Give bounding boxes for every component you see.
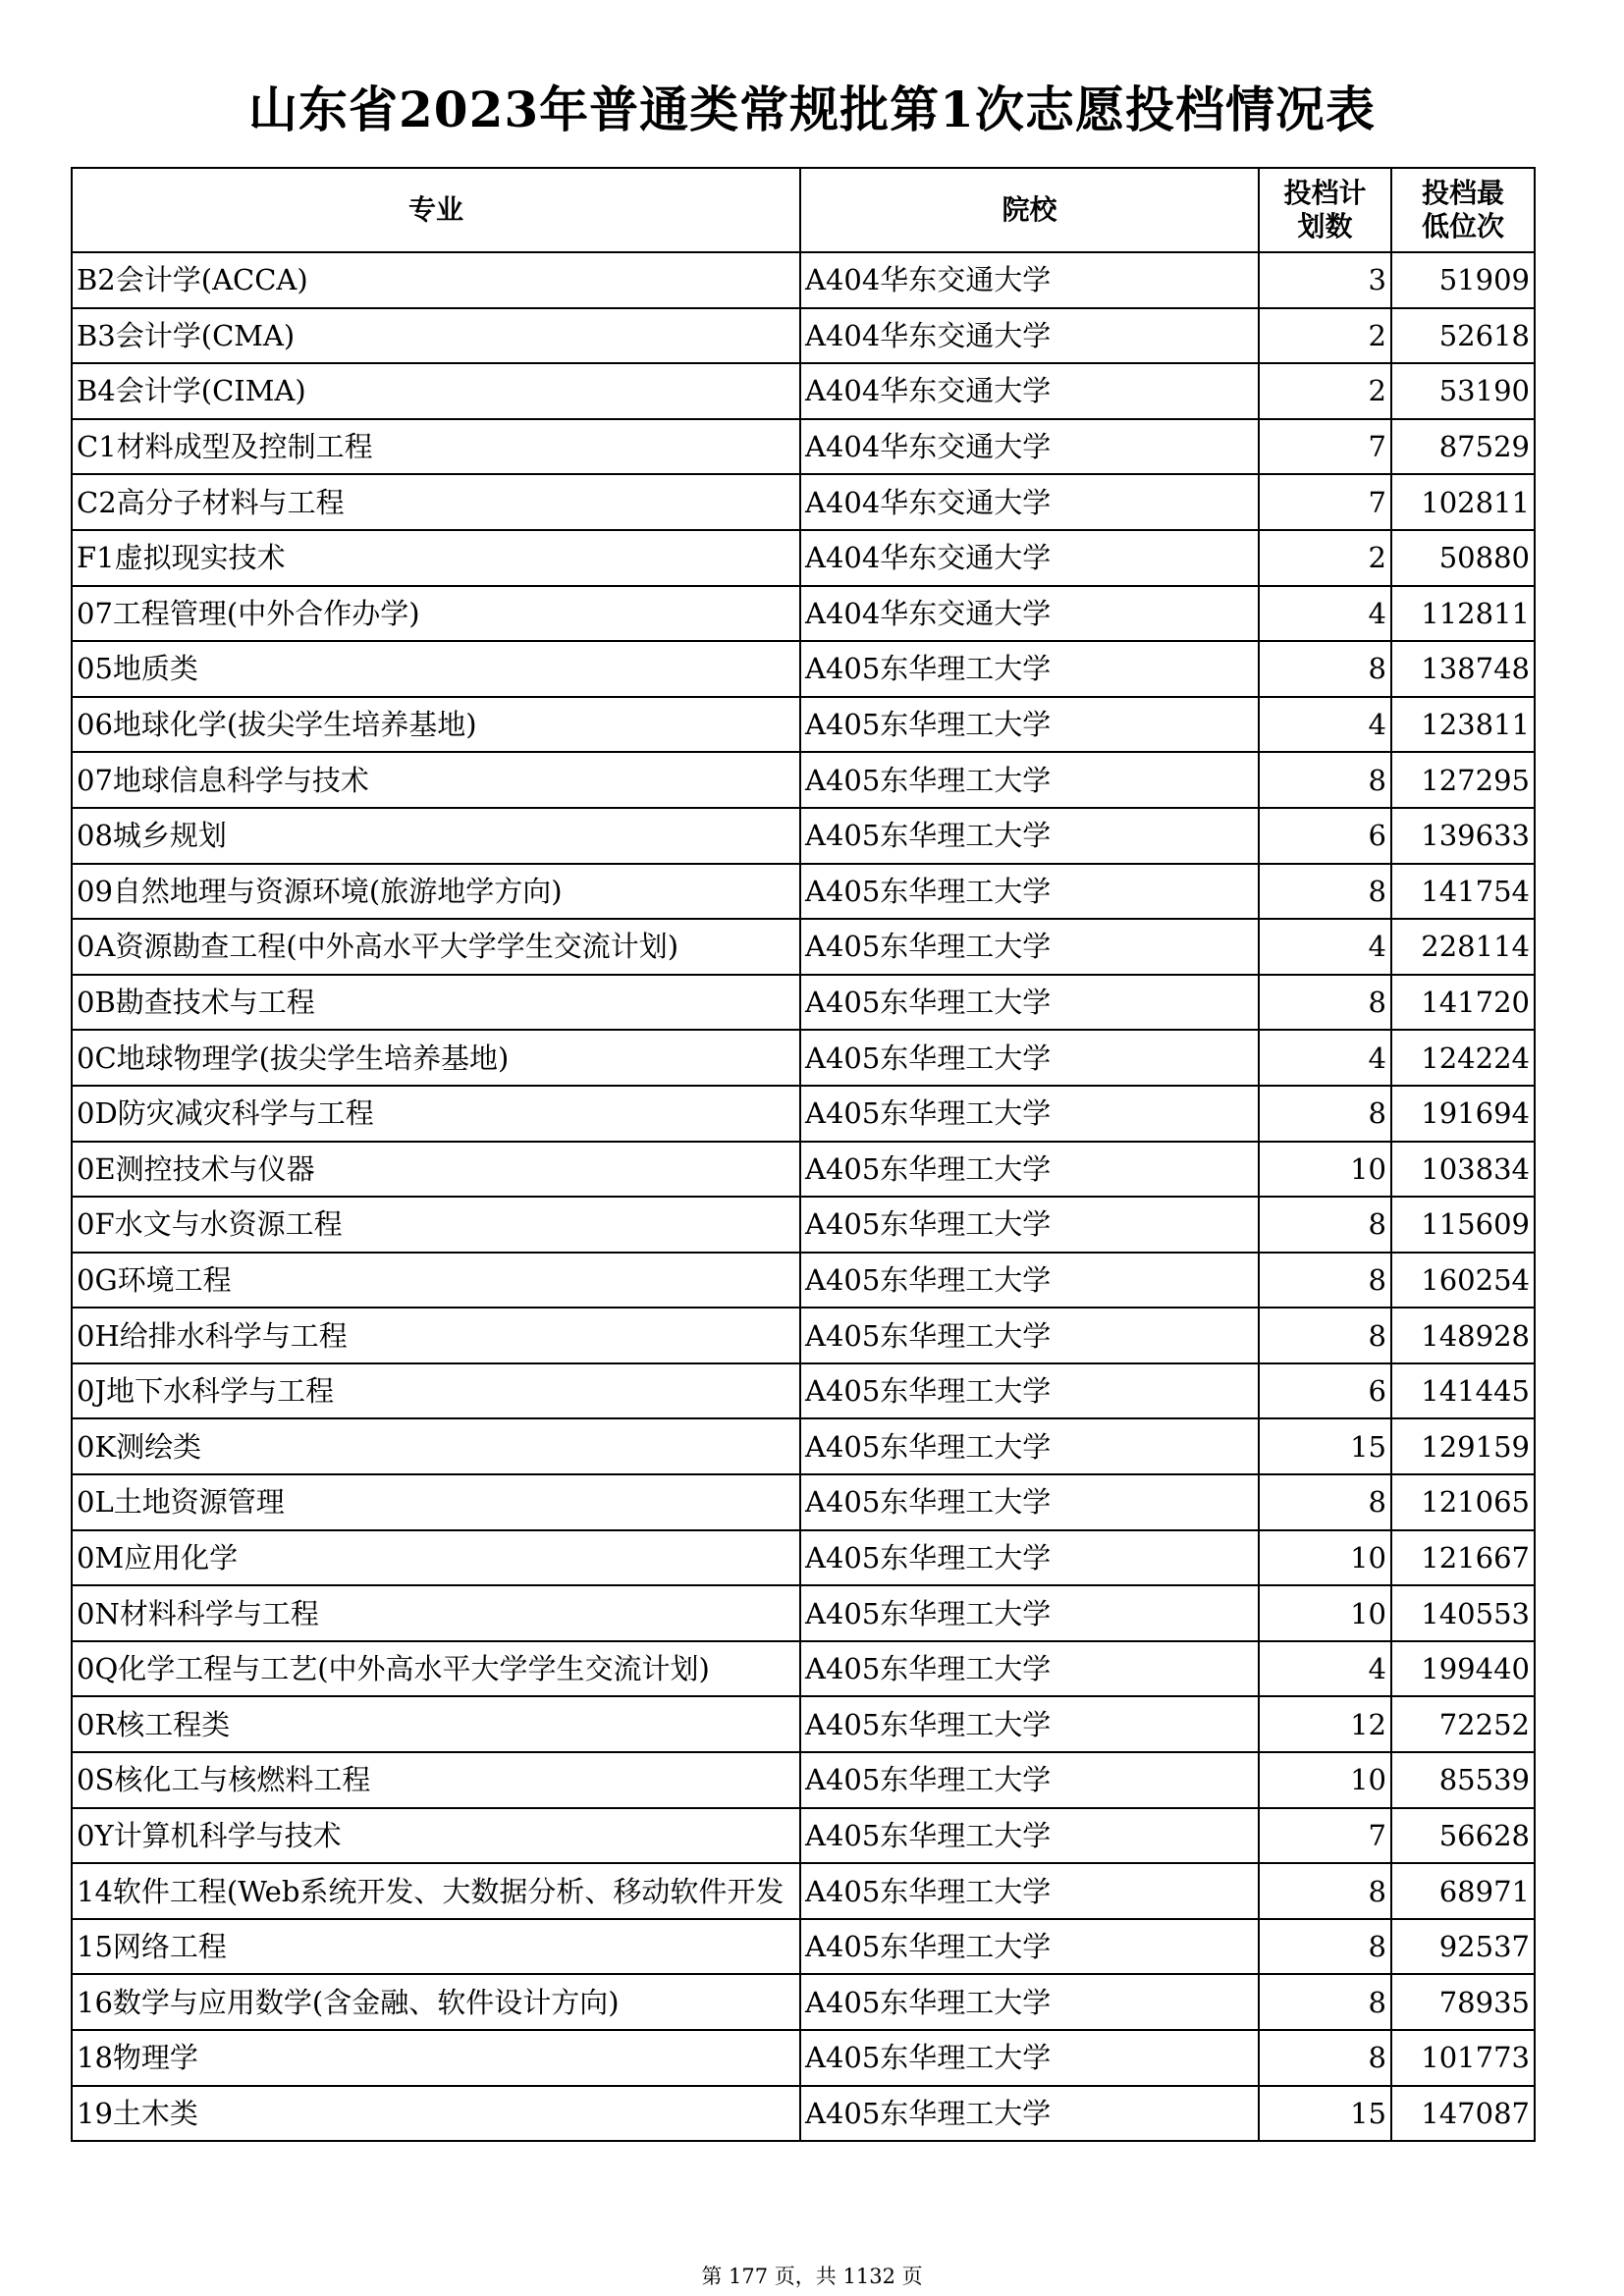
cell-plan: 10: [1259, 1530, 1391, 1586]
cell-rank: 121667: [1391, 1530, 1535, 1586]
cell-major: 0C地球物理学(拔尖学生培养基地): [72, 1030, 800, 1086]
cell-school: A405东华理工大学: [800, 864, 1259, 920]
table-row: [72, 1808, 1535, 1864]
cell-plan: 4: [1259, 1030, 1391, 1086]
table-row: [72, 1919, 1535, 1975]
cell-school: A404华东交通大学: [800, 530, 1259, 586]
table-row: [72, 1197, 1535, 1253]
cell-major: C1材料成型及控制工程: [72, 419, 800, 475]
cell-school: A405东华理工大学: [800, 1530, 1259, 1586]
cell-rank: 92537: [1391, 1919, 1535, 1975]
cell-major: 0K测绘类: [72, 1418, 800, 1474]
table-row: [72, 1142, 1535, 1198]
cell-school: A405东华理工大学: [800, 1919, 1259, 1975]
cell-major: 09自然地理与资源环境(旅游地学方向): [72, 864, 800, 920]
cell-major: 0F水文与水资源工程: [72, 1197, 800, 1253]
cell-school: A405东华理工大学: [800, 1308, 1259, 1363]
cell-major: 05地质类: [72, 641, 800, 697]
cell-major: 0S核化工与核燃料工程: [72, 1752, 800, 1808]
cell-rank: 56628: [1391, 1808, 1535, 1864]
cell-plan: 8: [1259, 1253, 1391, 1308]
cell-plan: 2: [1259, 530, 1391, 586]
cell-plan: 15: [1259, 2086, 1391, 2142]
page-footer: 第 177 页，共 1132 页: [701, 2265, 923, 2288]
table-row: [72, 2030, 1535, 2086]
cell-rank: 199440: [1391, 1641, 1535, 1697]
cell-school: A404华东交通大学: [800, 419, 1259, 475]
table-row: [72, 419, 1535, 475]
cell-rank: 102811: [1391, 474, 1535, 530]
cell-school: A405东华理工大学: [800, 975, 1259, 1031]
cell-major: 0L土地资源管理: [72, 1474, 800, 1530]
table-row: [72, 1030, 1535, 1086]
table-row: [72, 1863, 1535, 1919]
cell-plan: 7: [1259, 1808, 1391, 1864]
table-row: [72, 1752, 1535, 1808]
cell-major: 16数学与应用数学(含金融、软件设计方向): [72, 1974, 800, 2030]
cell-rank: 101773: [1391, 2030, 1535, 2086]
cell-major: 0R核工程类: [72, 1696, 800, 1752]
cell-rank: 87529: [1391, 419, 1535, 475]
cell-major: 07地球信息科学与技术: [72, 752, 800, 808]
table-row: [72, 2086, 1535, 2142]
cell-school: A405东华理工大学: [800, 1363, 1259, 1419]
cell-rank: 127295: [1391, 752, 1535, 808]
cell-rank: 228114: [1391, 919, 1535, 975]
cell-major: C2高分子材料与工程: [72, 474, 800, 530]
cell-rank: 148928: [1391, 1308, 1535, 1363]
cell-rank: 85539: [1391, 1752, 1535, 1808]
cell-school: A404华东交通大学: [800, 252, 1259, 308]
table-row: [72, 808, 1535, 864]
cell-plan: 8: [1259, 1919, 1391, 1975]
cell-school: A405东华理工大学: [800, 1474, 1259, 1530]
cell-rank: 140553: [1391, 1585, 1535, 1641]
cell-school: A405东华理工大学: [800, 1418, 1259, 1474]
cell-major: 0M应用化学: [72, 1530, 800, 1586]
table-row: [72, 1086, 1535, 1142]
cell-rank: 139633: [1391, 808, 1535, 864]
table-row: [72, 919, 1535, 975]
cell-rank: 78935: [1391, 1974, 1535, 2030]
table-row: [72, 1363, 1535, 1419]
cell-rank: 138748: [1391, 641, 1535, 697]
cell-major: 14软件工程(Web系统开发、大数据分析、移动软件开发: [72, 1863, 800, 1919]
cell-school: A405东华理工大学: [800, 641, 1259, 697]
cell-major: F1虚拟现实技术: [72, 530, 800, 586]
table-row: [72, 1585, 1535, 1641]
cell-school: A405东华理工大学: [800, 1863, 1259, 1919]
cell-school: A404华东交通大学: [800, 474, 1259, 530]
cell-plan: 4: [1259, 919, 1391, 975]
cell-school: A405东华理工大学: [800, 1253, 1259, 1308]
cell-plan: 8: [1259, 1086, 1391, 1142]
cell-major: 0J地下水科学与工程: [72, 1363, 800, 1419]
cell-school: A404华东交通大学: [800, 363, 1259, 419]
table-row: [72, 1530, 1535, 1586]
cell-rank: 68971: [1391, 1863, 1535, 1919]
header-plan: 投档计 划数: [1259, 168, 1391, 252]
cell-rank: 160254: [1391, 1253, 1535, 1308]
cell-major: 0Q化学工程与工艺(中外高水平大学学生交流计划): [72, 1641, 800, 1697]
cell-school: A405东华理工大学: [800, 1808, 1259, 1864]
cell-rank: 103834: [1391, 1142, 1535, 1198]
cell-school: A405东华理工大学: [800, 1974, 1259, 2030]
cell-rank: 141754: [1391, 864, 1535, 920]
table-row: [72, 308, 1535, 364]
cell-major: 0G环境工程: [72, 1253, 800, 1308]
page-title: 山东省2023年普通类常规批第1次志愿投档情况表: [248, 80, 1376, 138]
cell-rank: 50880: [1391, 530, 1535, 586]
cell-plan: 2: [1259, 363, 1391, 419]
cell-rank: 51909: [1391, 252, 1535, 308]
table-row: [72, 1974, 1535, 2030]
cell-plan: 7: [1259, 474, 1391, 530]
table-row: [72, 530, 1535, 586]
table-row: [72, 1253, 1535, 1308]
table-row: [72, 252, 1535, 308]
cell-major: 19土木类: [72, 2086, 800, 2142]
cell-rank: 52618: [1391, 308, 1535, 364]
cell-plan: 3: [1259, 252, 1391, 308]
cell-rank: 72252: [1391, 1696, 1535, 1752]
table-body: [72, 252, 1535, 2141]
cell-plan: 6: [1259, 808, 1391, 864]
cell-plan: 6: [1259, 1363, 1391, 1419]
cell-rank: 115609: [1391, 1197, 1535, 1253]
table-row: [72, 752, 1535, 808]
cell-plan: 7: [1259, 419, 1391, 475]
cell-rank: 123811: [1391, 697, 1535, 753]
admission-table: [71, 167, 1536, 2142]
cell-rank: 147087: [1391, 2086, 1535, 2142]
cell-plan: 8: [1259, 975, 1391, 1031]
cell-plan: 8: [1259, 752, 1391, 808]
table-row: [72, 1418, 1535, 1474]
table-row: [72, 1696, 1535, 1752]
cell-plan: 4: [1259, 697, 1391, 753]
table-row: [72, 1641, 1535, 1697]
cell-major: 0Y计算机科学与技术: [72, 1808, 800, 1864]
cell-major: 0H给排水科学与工程: [72, 1308, 800, 1363]
cell-major: 06地球化学(拔尖学生培养基地): [72, 697, 800, 753]
cell-major: 07工程管理(中外合作办学): [72, 586, 800, 642]
cell-school: A405东华理工大学: [800, 1030, 1259, 1086]
cell-plan: 8: [1259, 1308, 1391, 1363]
header-rank: 投档最 低位次: [1391, 168, 1535, 252]
cell-plan: 8: [1259, 641, 1391, 697]
cell-school: A404华东交通大学: [800, 586, 1259, 642]
cell-plan: 4: [1259, 586, 1391, 642]
table-header-row: [72, 168, 1535, 252]
table-row: [72, 641, 1535, 697]
cell-school: A405东华理工大学: [800, 1086, 1259, 1142]
cell-plan: 10: [1259, 1752, 1391, 1808]
cell-major: 08城乡规划: [72, 808, 800, 864]
table-row: [72, 474, 1535, 530]
cell-major: B3会计学(CMA): [72, 308, 800, 364]
cell-major: B2会计学(ACCA): [72, 252, 800, 308]
cell-rank: 141720: [1391, 975, 1535, 1031]
cell-major: 0N材料科学与工程: [72, 1585, 800, 1641]
cell-plan: 8: [1259, 864, 1391, 920]
cell-rank: 112811: [1391, 586, 1535, 642]
table-row: [72, 975, 1535, 1031]
cell-plan: 15: [1259, 1418, 1391, 1474]
cell-plan: 10: [1259, 1585, 1391, 1641]
cell-rank: 124224: [1391, 1030, 1535, 1086]
table-row: [72, 1308, 1535, 1363]
cell-plan: 2: [1259, 308, 1391, 364]
cell-rank: 191694: [1391, 1086, 1535, 1142]
cell-school: A405东华理工大学: [800, 919, 1259, 975]
cell-major: 0B勘查技术与工程: [72, 975, 800, 1031]
cell-plan: 10: [1259, 1142, 1391, 1198]
cell-major: 0E测控技术与仪器: [72, 1142, 800, 1198]
table-row: [72, 363, 1535, 419]
header-major: 专业: [72, 168, 800, 252]
cell-school: A405东华理工大学: [800, 1696, 1259, 1752]
cell-major: 0A资源勘查工程(中外高水平大学学生交流计划): [72, 919, 800, 975]
cell-rank: 141445: [1391, 1363, 1535, 1419]
cell-school: A405东华理工大学: [800, 697, 1259, 753]
cell-school: A405东华理工大学: [800, 1197, 1259, 1253]
table-row: [72, 1474, 1535, 1530]
cell-major: 15网络工程: [72, 1919, 800, 1975]
cell-school: A405东华理工大学: [800, 2086, 1259, 2142]
cell-plan: 4: [1259, 1641, 1391, 1697]
cell-major: 18物理学: [72, 2030, 800, 2086]
table-row: [72, 586, 1535, 642]
cell-school: A405东华理工大学: [800, 2030, 1259, 2086]
cell-plan: 8: [1259, 1863, 1391, 1919]
cell-rank: 129159: [1391, 1418, 1535, 1474]
cell-school: A405东华理工大学: [800, 808, 1259, 864]
cell-school: A405东华理工大学: [800, 1142, 1259, 1198]
cell-school: A405东华理工大学: [800, 1752, 1259, 1808]
cell-school: A405东华理工大学: [800, 1641, 1259, 1697]
cell-plan: 12: [1259, 1696, 1391, 1752]
header-school: 院校: [800, 168, 1259, 252]
cell-school: A405东华理工大学: [800, 1585, 1259, 1641]
table-row: [72, 697, 1535, 753]
cell-plan: 8: [1259, 2030, 1391, 2086]
cell-plan: 8: [1259, 1474, 1391, 1530]
cell-major: 0D防灾减灾科学与工程: [72, 1086, 800, 1142]
cell-plan: 8: [1259, 1974, 1391, 2030]
cell-school: A404华东交通大学: [800, 308, 1259, 364]
cell-major: B4会计学(CIMA): [72, 363, 800, 419]
cell-school: A405东华理工大学: [800, 752, 1259, 808]
table-row: [72, 864, 1535, 920]
cell-rank: 53190: [1391, 363, 1535, 419]
cell-rank: 121065: [1391, 1474, 1535, 1530]
cell-plan: 8: [1259, 1197, 1391, 1253]
